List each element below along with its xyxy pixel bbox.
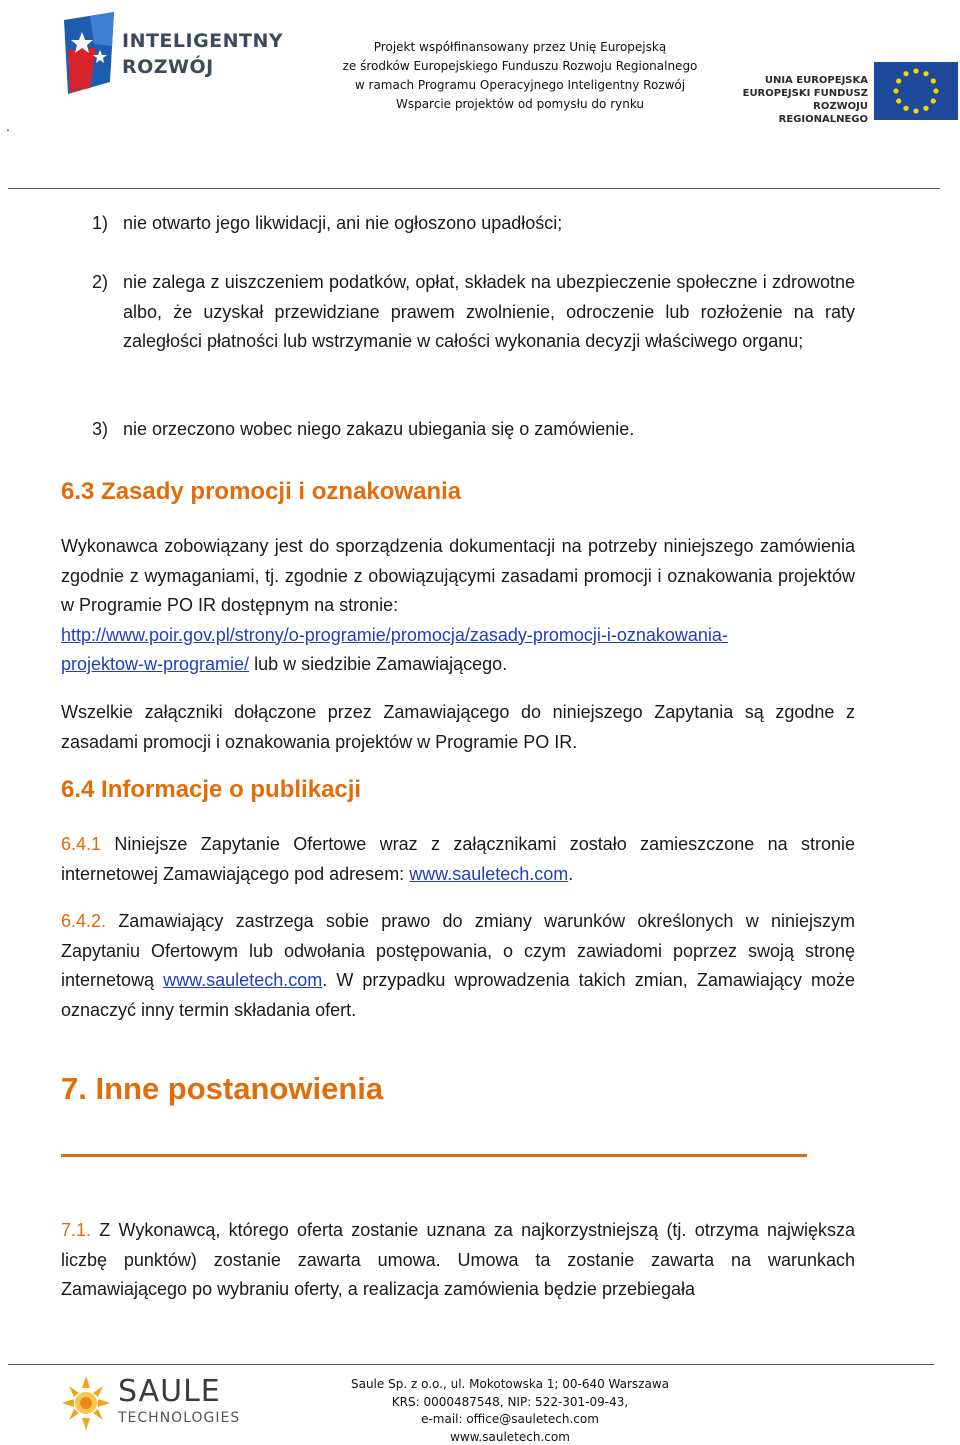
footer-registry: KRS: 0000487548, NIP: 522-301-09-43,	[391, 1394, 629, 1409]
eu-line-1: UNIA EUROPEJSKA	[764, 75, 868, 86]
paragraph-text: Wykonawca zobowiązany jest do sporządzenia dokumentacji na potrzeby niniejszego zamówienia zgodnie z wymaganiami, tj. zgodnie z obowiązującymi zasadami promocji i oznakowania projektów w Programie PO IR dostępnym na stronie:	[61, 536, 855, 615]
footer-address: Saule Sp. z o.o., ul. Mokotowska 1; 00-640 Warszawa	[350, 1377, 670, 1391]
list-item	[92, 209, 855, 239]
eu-line-3: ROZWOJU REGIONALNEGO	[778, 101, 868, 125]
list-item-text: nie orzeczono wobec niego zakazu ubiegania się o zamówienie.	[123, 419, 635, 439]
list-item	[92, 415, 855, 445]
ir-logo-text	[122, 28, 283, 80]
paragraph-end: .	[568, 863, 574, 884]
link-text-part-1: http://www.poir.gov.pl/strony/o-programie/promocja/zasady-promocji-i-oznakowania-	[61, 624, 728, 645]
link-text-part-2: projektow-w-programie/	[61, 654, 250, 674]
eu-line-2: EUROPEJSKI FUNDUSZ	[742, 88, 868, 99]
ir-logo-line1: INTELIGENTNY	[122, 30, 284, 52]
saule-logo-subtitle: TECHNOLOGIES	[118, 1410, 241, 1426]
eu-logo	[728, 60, 958, 124]
section-6-3-heading: 6.3 Zasady promocji i oznakowania	[61, 478, 462, 505]
subsection-number: 6.4.2.	[61, 911, 107, 931]
paragraph-text-end: . W przypadku wprowadzenia takich zmian, Zamawiający może oznaczyć inny termin składania ofert.	[61, 970, 856, 1020]
inteligentny-rozwoj-logo	[60, 10, 300, 100]
list-item-text: nie otwarto jego likwidacji, ani nie ogłoszono upadłości;	[123, 213, 563, 233]
paragraph-text: Niniejsze Zapytanie Ofertowe wraz z załącznikami zostało zamieszczone na stronie internetowej Zamawiającego pod adresem:	[61, 834, 855, 884]
project-line-4: Wsparcie projektów od pomysłu do rynku	[395, 97, 645, 111]
project-line-3: w ramach Programu Operacyjnego Inteligentny Rozwój	[354, 78, 686, 92]
project-line-1: Projekt współfinansowany przez Unię Europejską	[373, 40, 667, 54]
project-line-2: ze środków Europejskiego Funduszu Rozwoju Regionalnego	[342, 59, 698, 73]
section-6-4-2-paragraph	[61, 907, 855, 1025]
eu-flag-icon	[874, 62, 958, 120]
paragraph-text-end: lub w siedzibie Zamawiającego.	[249, 654, 508, 674]
project-funding-info	[340, 38, 700, 114]
saule-logo-name: SAULE	[118, 1374, 221, 1409]
section-6-4-heading: 6.4 Informacje o publikacji	[61, 776, 362, 803]
ir-logo-line2: ROZWÓJ	[122, 56, 214, 78]
section-6-3-paragraph-2: Wszelkie załączniki dołączone przez Zamawiającego do niniejszego Zapytania są zgodne z zasadami promocji i oznakowania projektów w Programie PO IR.	[61, 702, 855, 752]
website-link[interactable]: www.sauletech.com	[409, 863, 569, 884]
list-item-text: nie zalega z uiszczeniem podatków, opłat, składek na ubezpieczenie społeczne i zdrowotne albo, że uzyskał przewidziane prawem zwolnienie, odroczenie lub rozłożenie na raty zaległości płatności lub wstrzymanie w całości wykonania decyzji właściwego organu;	[123, 272, 855, 351]
ir-flag-icon	[60, 10, 120, 100]
list-item-number: 2)	[92, 272, 109, 292]
list-item	[92, 268, 855, 357]
page-marker: .	[6, 118, 10, 134]
footer-contact	[320, 1376, 700, 1445]
eu-logo-text	[728, 74, 868, 126]
list-item-number: 1)	[92, 213, 109, 233]
section-6-3-paragraph-1	[61, 532, 855, 680]
website-link[interactable]: www.sauletech.com	[163, 970, 323, 990]
section-7-1-paragraph	[61, 1216, 855, 1305]
subsection-number: 7.1.	[61, 1220, 92, 1240]
footer-website[interactable]: www.sauletech.com	[450, 1429, 570, 1444]
section-7-underline	[61, 1154, 807, 1157]
sun-icon	[60, 1374, 112, 1432]
paragraph-text: Zamawiający zastrzega sobie prawo do zmiany warunków określonych w niniejszym Zapytaniu Ofertowym lub odwołania postępowania, o czym zawiadomi poprzez swoją stronę internetową	[61, 911, 855, 990]
section-7-heading: 7. Inne postanowienia	[61, 1071, 384, 1106]
paragraph-text: Z Wykonawcą, którego oferta zostanie uznana za najkorzystniejszą (tj. otrzyma największa liczbę punktów) zostanie zawarta umowa. Umowa ta zostanie zawarta na warunkach Zamawiającego po wybraniu oferty, a realizacja zamówienia będzie przebiegała	[61, 1220, 855, 1299]
header-divider	[8, 188, 940, 189]
footer-email[interactable]: e-mail: office@sauletech.com	[421, 1412, 599, 1426]
footer-divider	[8, 1364, 934, 1365]
list-item-number: 3)	[92, 419, 109, 439]
section-6-4-1-paragraph	[61, 830, 855, 889]
subsection-number: 6.4.1	[61, 834, 102, 854]
